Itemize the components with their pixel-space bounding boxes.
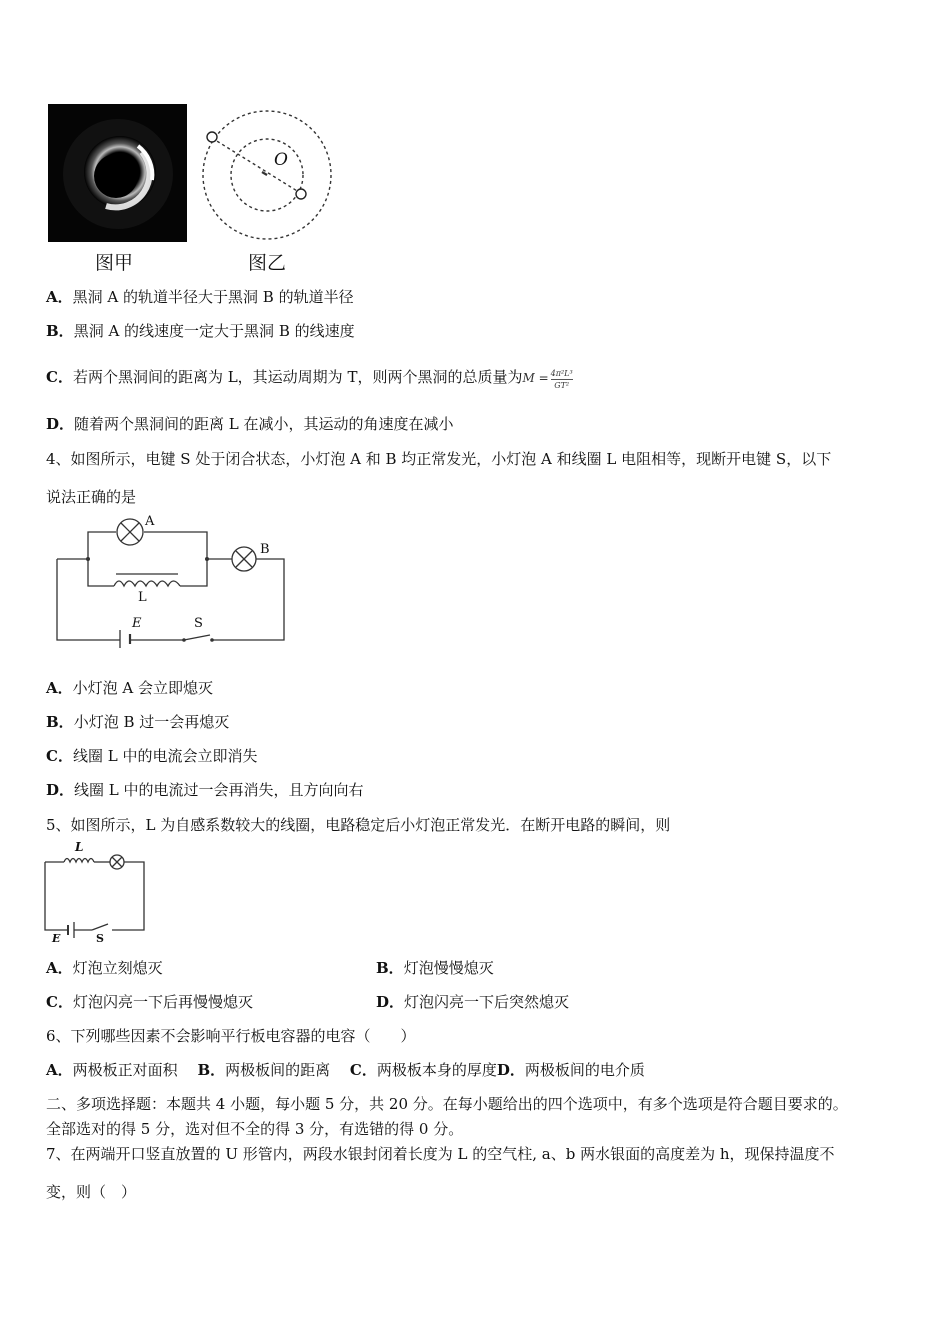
- figure-yi-caption: 图乙: [248, 252, 287, 274]
- figure-jia-caption: 图甲: [95, 252, 134, 274]
- q3-option-d: D．随着两个黑洞间的距离 L 在减小，其运动的角速度在减小: [46, 415, 454, 433]
- q3-option-c: C．若两个黑洞间的距离为 L，其运动周期为 T，则两个黑洞的总质量为M = $\frac{\text{4π²L³}}{\text{GT²}}$: [46, 368, 573, 390]
- q4-stem-line2: 说法正确的是: [46, 488, 137, 506]
- q5-option-a: A．灯泡立刻熄灭: [46, 959, 163, 977]
- q3-option-a: A．黑洞 A 的轨道半径大于黑洞 B 的轨道半径: [46, 288, 354, 306]
- q5-option-c: C．灯泡闪亮一下后再慢慢熄灭: [46, 993, 253, 1011]
- q6-stem: 6、下列哪些因素不会影响平行板电容器的电容（ ）: [46, 1027, 416, 1045]
- section2-instructions-line1: 二、多项选择题：本题共 4 小题，每小题 5 分，共 20 分。在每小题给出的四个选项中，有多个选项是符合题目要求的。: [46, 1095, 848, 1113]
- q4-option-c: C．线圈 L 中的电流会立即消失: [46, 747, 258, 765]
- q7-stem-line1: 7、在两端开口竖直放置的 U 形管内，两段水银封闭着长度为 L 的空气柱, a、b 两水银面的高度差为 h，现保持温度不: [46, 1145, 835, 1163]
- q6-options: A．两极板正对面积 B．两极板间的距离 C．两极板本身的厚度D．两极板间的电介质: [46, 1061, 645, 1079]
- mass-formula: M = $\frac{\text{4π²L³}}{\text{GT²}}$: [522, 369, 573, 390]
- orbit-diagram: [198, 104, 336, 246]
- label-bulb-a: A: [145, 514, 155, 529]
- q4-option-d: D．线圈 L 中的电流过一会再消失，且方向向右: [46, 781, 364, 799]
- section2-instructions-line2: 全部选对的得 5 分，选对但不全的得 3 分，有选错的得 0 分。: [46, 1120, 464, 1138]
- q7-stem-line2: 变，则（ ）: [46, 1183, 137, 1201]
- orbit-center-label: O: [274, 150, 288, 170]
- q4-option-a: A．小灯泡 A 会立即熄灭: [46, 679, 214, 697]
- q5-label-e: E: [52, 932, 61, 945]
- q5-option-d: D．灯泡闪亮一下后突然熄灭: [376, 993, 570, 1011]
- label-battery-e: E: [132, 616, 142, 631]
- q4-circuit-diagram: [52, 514, 292, 648]
- label-switch-s: S: [194, 616, 203, 631]
- q4-option-b: B．小灯泡 B 过一会再熄灭: [46, 713, 230, 731]
- label-bulb-b: B: [260, 542, 270, 557]
- q5-circuit-diagram: [40, 840, 150, 948]
- q5-option-b: B．灯泡慢慢熄灭: [376, 959, 494, 977]
- black-hole-image: [48, 104, 187, 242]
- q5-label-s: S: [96, 932, 104, 945]
- q4-stem-line1: 4、如图所示，电键 S 处于闭合状态，小灯泡 A 和 B 均正常发光，小灯泡 A 和线圈 L 电阻相等，现断开电键 S，以下: [46, 450, 832, 468]
- label-inductor-l: L: [138, 590, 147, 605]
- q5-stem: 5、如图所示，L 为自感系数较大的线圈，电路稳定后小灯泡正常发光．在断开电路的瞬间，则: [46, 816, 671, 834]
- q3-option-b: B．黑洞 A 的线速度一定大于黑洞 B 的线速度: [46, 322, 355, 340]
- q5-label-l: L: [75, 840, 84, 854]
